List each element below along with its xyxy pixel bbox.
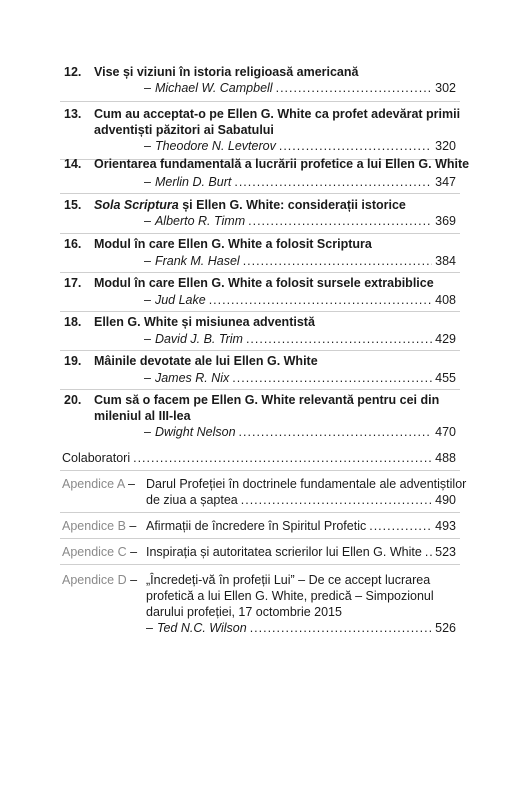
entry-author: Michael W. Campbell xyxy=(154,81,273,95)
entry-page: 455 xyxy=(435,371,456,385)
entry-author: Jud Lake xyxy=(154,293,206,307)
appendix-title-line xyxy=(146,518,456,534)
author-dash: – xyxy=(144,371,151,385)
author-dash: – xyxy=(144,254,151,268)
appendix-label: Apendice C – xyxy=(62,545,138,559)
entry-page: 347 xyxy=(435,175,456,189)
dot-leader xyxy=(241,492,432,508)
divider xyxy=(60,389,460,390)
divider xyxy=(60,233,460,234)
entry-number: 17. xyxy=(64,276,82,290)
dot-leader xyxy=(250,620,432,636)
entry-author-line xyxy=(144,174,456,190)
entry-author: Frank M. Hasel xyxy=(154,254,240,268)
divider xyxy=(60,101,460,102)
entry-number: 12. xyxy=(64,65,82,79)
dot-leader xyxy=(246,331,432,347)
entry-number: 16. xyxy=(64,237,82,251)
entry-author: James R. Nix xyxy=(154,371,230,385)
entry-author-line xyxy=(144,424,456,440)
appendix-label: Apendice D – xyxy=(62,573,138,587)
entry-title: Modul în care Ellen G. White a folosit sursele extrabiblice xyxy=(94,276,434,290)
divider xyxy=(60,193,460,194)
entry-title: Vise și viziuni în istoria religioasă americană xyxy=(94,65,359,79)
entry-page: 384 xyxy=(435,254,456,268)
entry-author-line xyxy=(144,292,456,308)
entry-author: Alberto R. Timm xyxy=(154,214,246,228)
divider xyxy=(60,470,460,471)
dot-leader xyxy=(243,253,432,269)
entry-page: 470 xyxy=(435,425,456,439)
contributors-page: 488 xyxy=(435,451,456,465)
author-dash: – xyxy=(146,621,153,635)
appendix-page: 526 xyxy=(435,621,456,635)
entry-author-line xyxy=(144,213,456,229)
dot-leader xyxy=(234,174,432,190)
dot-leader xyxy=(279,138,432,154)
appendix-dash: – xyxy=(128,477,135,491)
appendix-author-line xyxy=(146,620,456,636)
entry-number: 19. xyxy=(64,354,82,368)
author-dash: – xyxy=(144,175,151,189)
entry-page: 369 xyxy=(435,214,456,228)
appendix-page: 523 xyxy=(435,545,456,559)
entry-author: Merlin D. Burt xyxy=(154,175,232,189)
entry-number: 18. xyxy=(64,315,82,329)
divider xyxy=(60,311,460,312)
entry-number: 13. xyxy=(64,107,82,121)
divider xyxy=(60,538,460,539)
appendix-page: 490 xyxy=(435,493,456,507)
dot-leader xyxy=(425,544,432,560)
dot-leader xyxy=(276,80,433,96)
appendix-title-continued: profetică a lui Ellen G. White, predică – Simpozionul xyxy=(146,589,434,603)
appendix-title-line xyxy=(146,544,456,560)
author-dash: – xyxy=(144,214,151,228)
dot-leader xyxy=(232,370,432,386)
dot-leader xyxy=(239,424,433,440)
appendix-title-continued: de ziua a șaptea xyxy=(146,493,238,507)
entry-page: 302 xyxy=(435,81,456,95)
entry-author: Dwight Nelson xyxy=(154,425,236,439)
entry-title: Cum au acceptat-o pe Ellen G. White ca profet adevărat primii xyxy=(94,107,461,121)
entry-page: 408 xyxy=(435,293,456,307)
entry-number: 20. xyxy=(64,393,82,407)
appendix-author: Ted N.C. Wilson xyxy=(156,621,247,635)
entry-author-line xyxy=(144,80,456,96)
appendix-dash: – xyxy=(130,573,138,587)
divider xyxy=(60,272,460,273)
entry-title-continued: adventiști păzitori ai Sabatului xyxy=(94,123,274,137)
divider xyxy=(60,564,460,565)
appendix-title-continued: darului profeției, 17 octombrie 2015 xyxy=(146,605,342,619)
appendix-dash: – xyxy=(129,519,137,533)
author-dash: – xyxy=(144,332,151,346)
entry-title-italic: Sola Scriptura xyxy=(94,198,179,212)
divider xyxy=(60,350,460,351)
entry-title: Orientarea fundamentală a lucrării profetice a lui Ellen G. White xyxy=(94,157,470,171)
entry-number: 14. xyxy=(64,157,82,171)
entry-title: Ellen G. White și misiunea adventistă xyxy=(94,315,315,329)
appendix-label: Apendice B – xyxy=(62,519,137,533)
entry-author-line xyxy=(144,331,456,347)
entry-number: 15. xyxy=(64,198,82,212)
appendix-page: 493 xyxy=(435,519,456,533)
appendix-title: Darul Profeției în doctrinele fundamentale ale adventiștilor xyxy=(146,477,467,491)
divider xyxy=(60,512,460,513)
entry-title: Mâinile devotate ale lui Ellen G. White xyxy=(94,354,318,368)
entry-author-line xyxy=(144,370,456,386)
entry-title-rest: și Ellen G. White: considerații istorice xyxy=(178,198,406,212)
dot-leader xyxy=(369,518,432,534)
contributors-line xyxy=(62,450,456,466)
appendix-dash: – xyxy=(130,545,138,559)
appendix-title-line xyxy=(146,492,456,508)
entry-author: David J. B. Trim xyxy=(154,332,243,346)
author-dash: – xyxy=(144,293,151,307)
entry-title-continued: mileniul al III-lea xyxy=(94,409,191,423)
dot-leader xyxy=(209,292,432,308)
entry-title: Modul în care Ellen G. White a folosit Scriptura xyxy=(94,237,372,251)
entry-title: Cum să o facem pe Ellen G. White relevantă pentru cei din xyxy=(94,393,440,407)
entry-page: 429 xyxy=(435,332,456,346)
appendix-title: Afirmații de încredere în Spiritul Profetic xyxy=(146,519,367,533)
appendix-title: Inspirația și autoritatea scrierilor lui Ellen G. White xyxy=(146,545,422,559)
entry-author: Theodore N. Levterov xyxy=(154,139,276,153)
contributors-label: Colaboratori xyxy=(62,451,131,465)
dot-leader xyxy=(133,450,432,466)
entry-page: 320 xyxy=(435,139,456,153)
appendix-label: Apendice A – xyxy=(62,477,135,491)
appendix-title: „Încredeți-vă în profeții Lui” – De ce accept lucrarea xyxy=(146,573,431,587)
author-dash: – xyxy=(144,139,151,153)
entry-title xyxy=(94,197,406,213)
dot-leader xyxy=(248,213,432,229)
author-dash: – xyxy=(144,81,151,95)
author-dash: – xyxy=(144,425,151,439)
entry-author-line xyxy=(144,138,456,154)
entry-author-line xyxy=(144,253,456,269)
